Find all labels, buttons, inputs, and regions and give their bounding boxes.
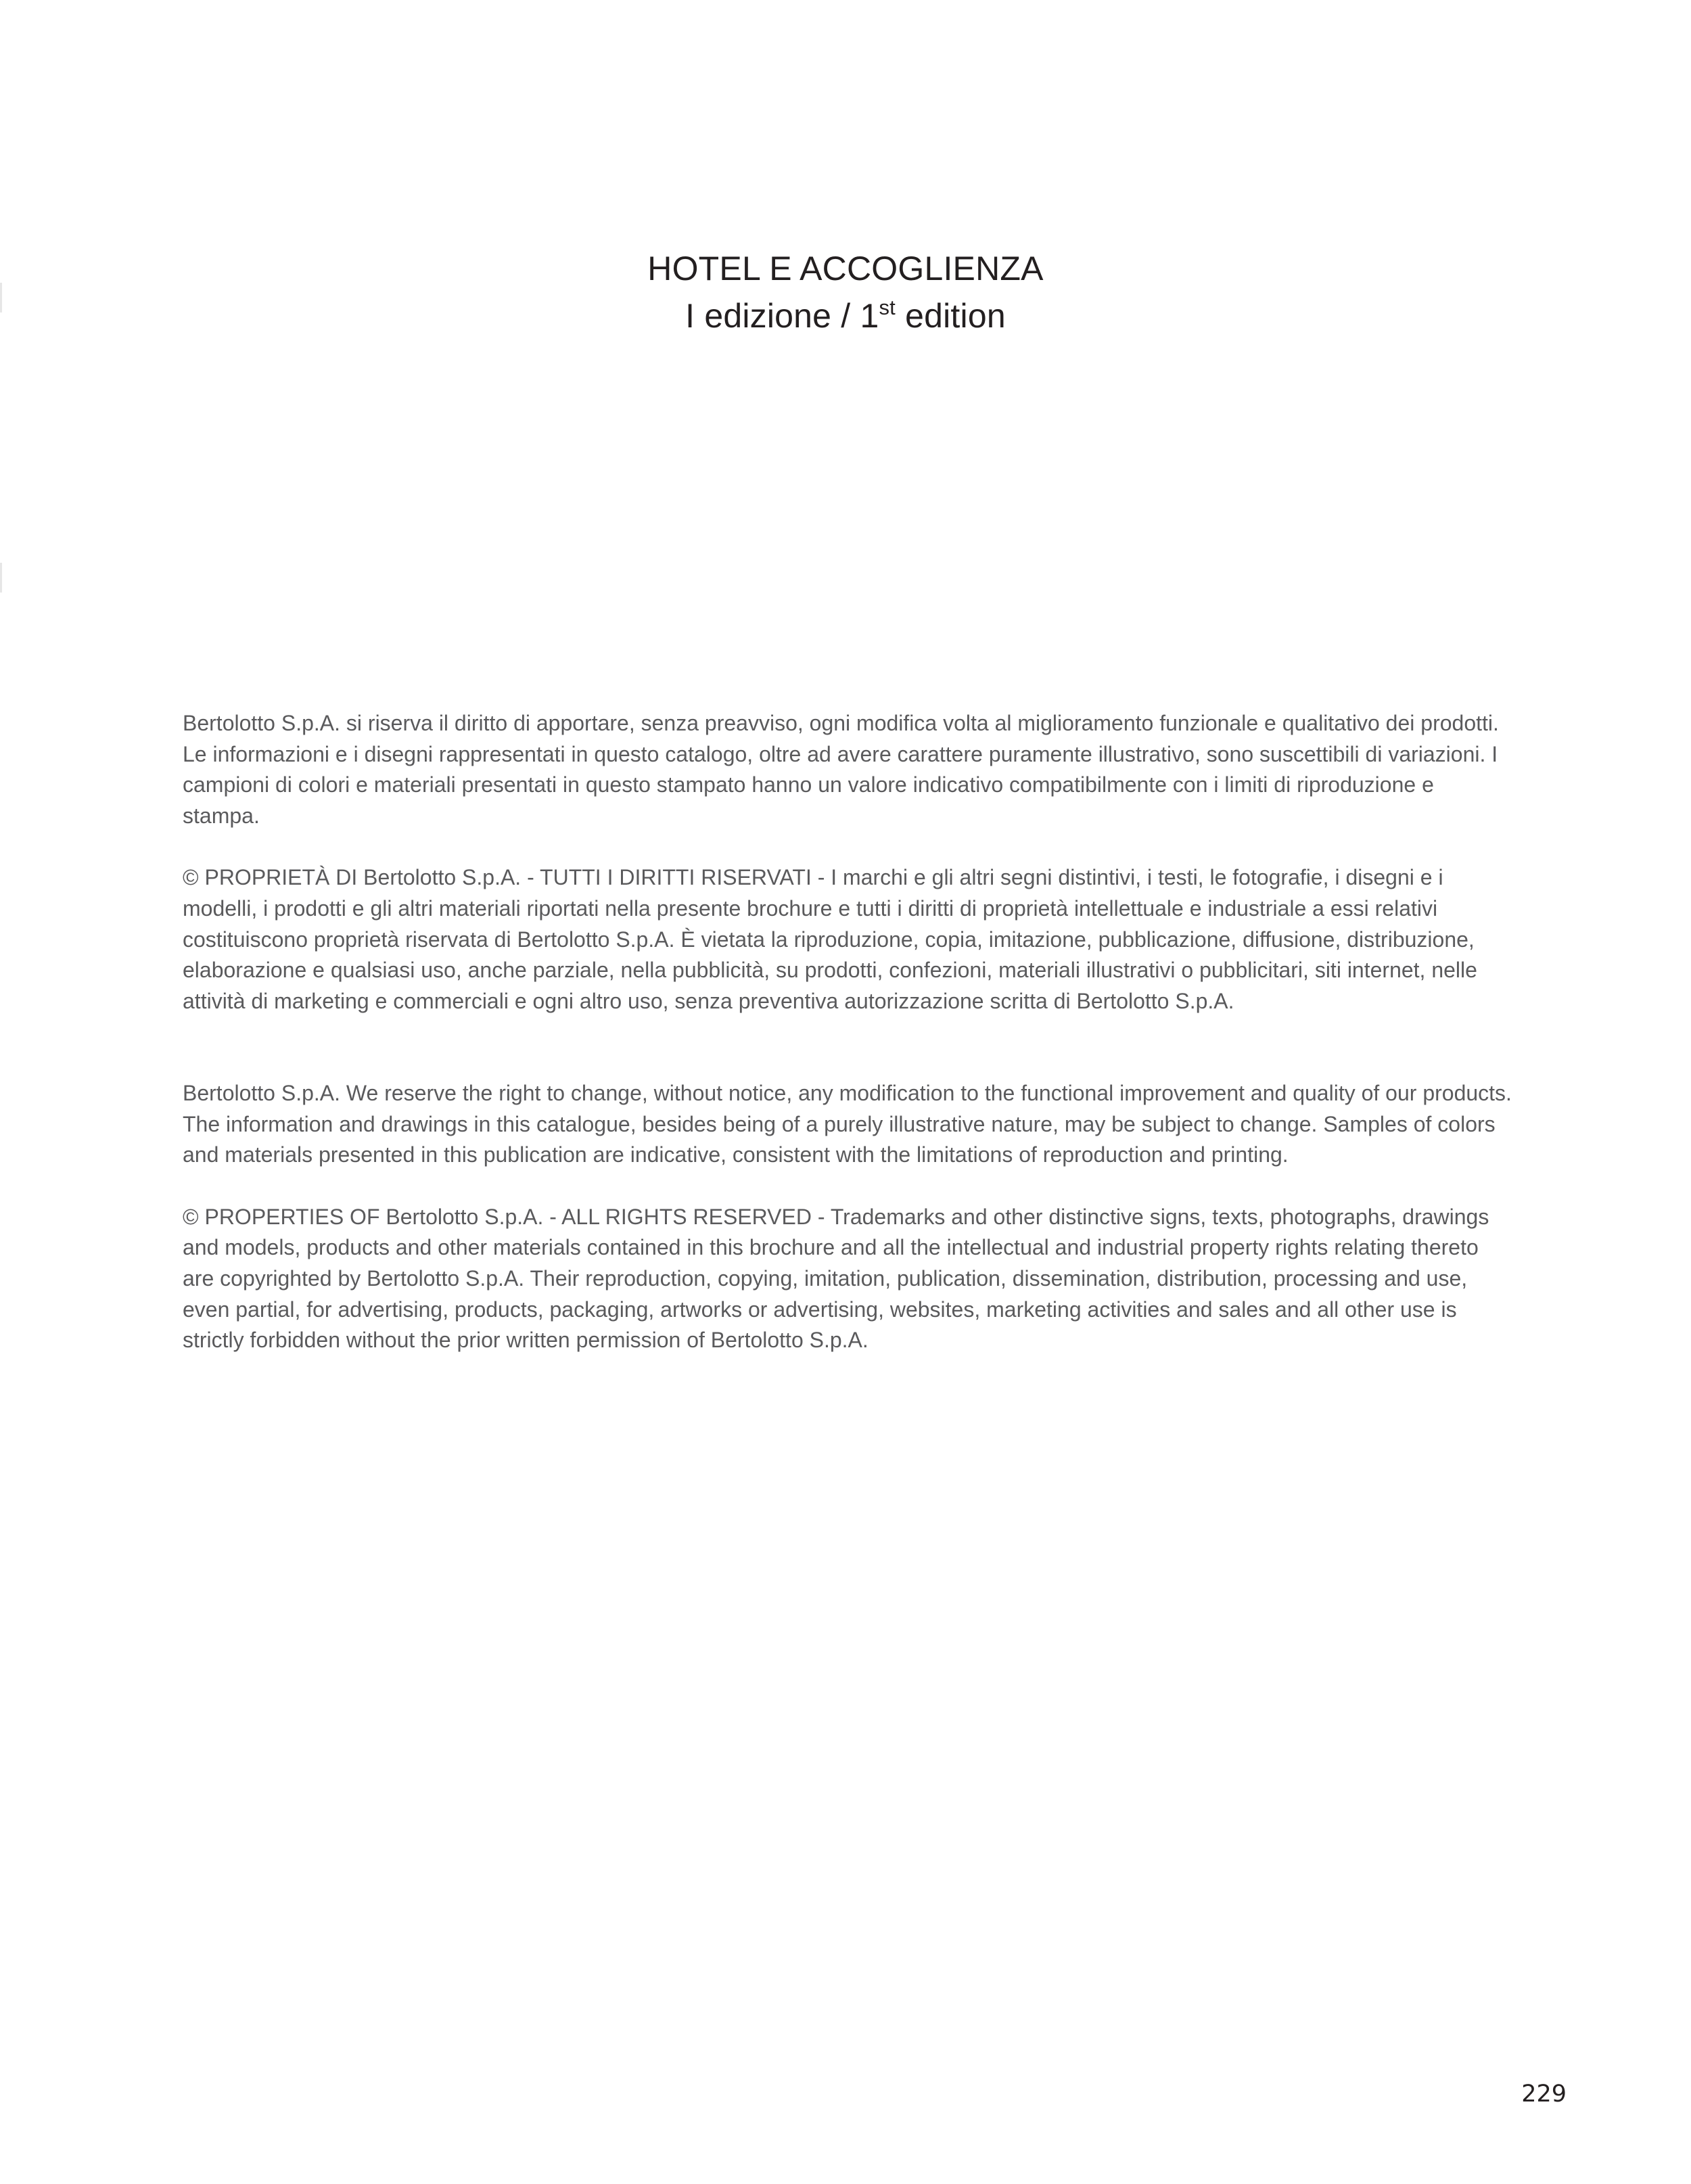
- english-legal-section: [183, 1078, 1515, 1356]
- edition-superscript: st: [879, 296, 896, 319]
- page-edge-mark: [0, 563, 2, 593]
- edition-suffix: edition: [896, 297, 1006, 335]
- title-block: [0, 245, 1691, 344]
- english-disclaimer-paragraph: Bertolotto S.p.A. We reserve the right to change, without notice, any modification to the functional improvement and quality of our products. The information and drawings in this catalogue, besides being of a purely illustrative nature, may be subject to change. Samples of colors and materials presented in this publication are indicative, consistent with the limitations of reproduction and printing.: [183, 1081, 1512, 1167]
- edition-prefix: I edizione / 1: [685, 297, 879, 335]
- italian-copyright-paragraph: © PROPRIETÀ DI Bertolotto S.p.A. - TUTTI I DIRITTI RISERVATI - I marchi e gli altri segni distintivi, i testi, le fotografie, i disegni e i modelli, i prodotti e gli altri materiali riportati nella presente brochure e tutti i diritti di proprietà intellettuale e industriale a essi relativi costituiscono proprietà riservata di Bertolotto S.p.A. È vietata la riproduzione, copia, imitazione, pubblicazione, diffusione, distribuzione, elaborazione e qualsiasi uso, anche parziale, nella pubblicità, su prodotti, confezioni, materiali illustrativi o pubblicitari, siti internet, nelle attività di marketing e commerciali e ogni altro uso, senza preventiva autorizzazione scritta di Bertolotto S.p.A.: [183, 865, 1477, 1013]
- catalogue-title: HOTEL E ACCOGLIENZA: [647, 250, 1044, 287]
- italian-disclaimer-paragraph: Bertolotto S.p.A. si riserva il diritto di apportare, senza preavviso, ogni modifica volta al miglioramento funzionale e qualitativo dei prodotti. Le informazioni e i disegni rappresentati in questo catalogo, oltre ad avere carattere puramente illustrativo, sono suscettibili di variazioni. I campioni di colori e materiali presentati in questo stampato hanno un valore indicativo compatibilmente con i limiti di riproduzione e stampa.: [183, 711, 1499, 828]
- edition-line: [0, 292, 1691, 344]
- english-copyright-paragraph: © PROPERTIES OF Bertolotto S.p.A. - ALL RIGHTS RESERVED - Trademarks and other distinctive signs, texts, photographs, drawings and models, products and other materials contained in this brochure and all the intellectual and industrial property rights relating thereto are copyrighted by Bertolotto S.p.A. Their reproduction, copying, imitation, publication, dissemination, distribution, processing and use, even partial, for advertising, products, packaging, artworks or advertising, websites, marketing activities and sales and all other use is strictly forbidden without the prior written permission of Bertolotto S.p.A.: [183, 1204, 1489, 1353]
- italian-legal-section: [183, 708, 1515, 1017]
- page-number: 229: [1521, 2081, 1567, 2108]
